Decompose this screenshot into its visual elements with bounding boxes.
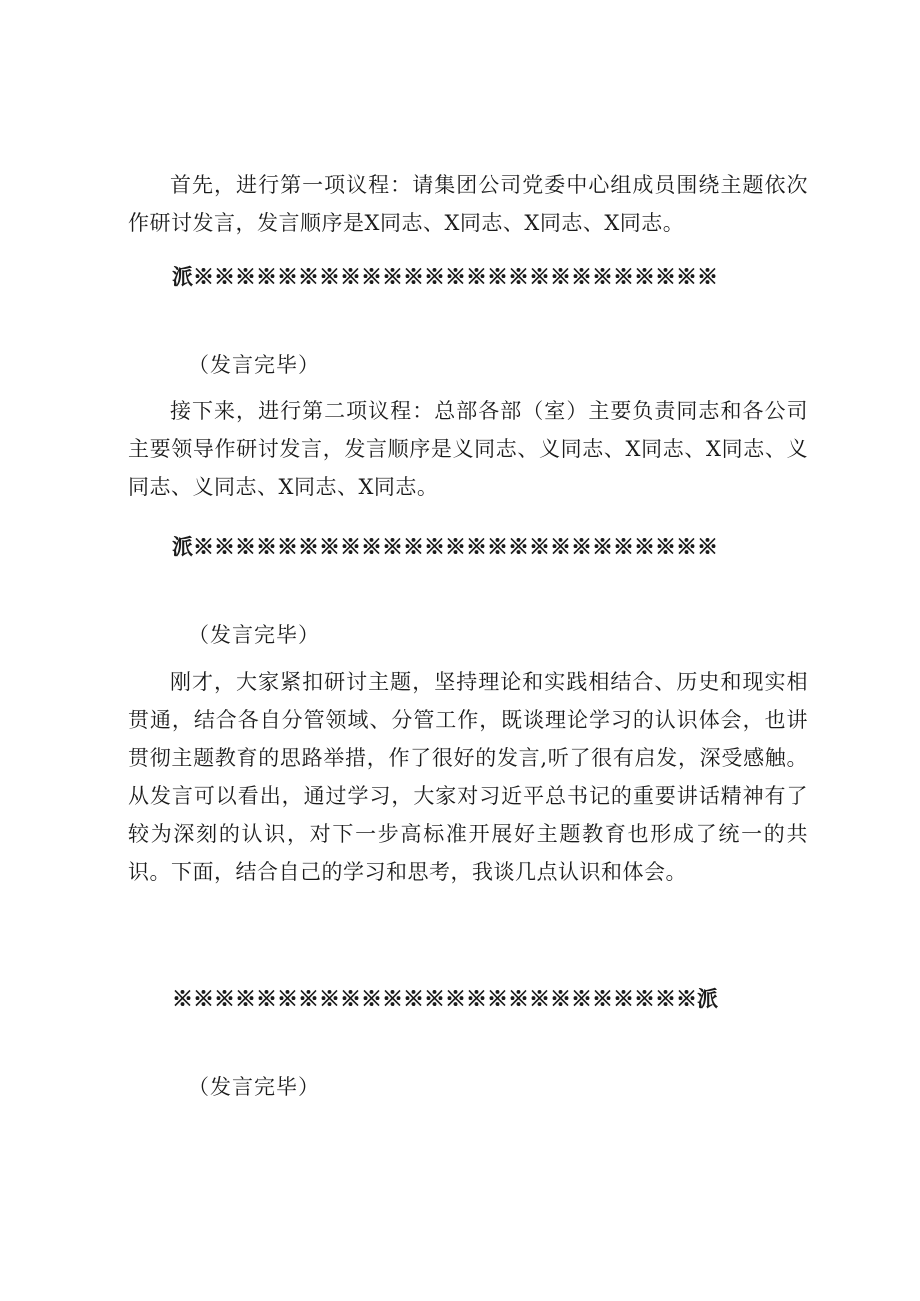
agenda-item-1: [128, 166, 808, 242]
speech-finished-note-2: （发言完毕）: [188, 623, 320, 647]
summary-remarks: [128, 663, 808, 891]
agenda-item-2-text: 接下来，进行第二项议程：总部各部（室）主要负责同志和各公司主要领导作研讨发言，发言顺序是义同志、义同志、X同志、X同志、义同志、义同志、X同志、X同志。: [128, 399, 808, 499]
speech-divider-2: 派※※※※※※※※※※※※※※※※※※※※※※※※※: [172, 534, 718, 559]
summary-remarks-text: 刚才，大家紧扣研讨主题，坚持理论和实践相结合、历史和现实相贯通，结合各自分管领域、分管工作，既谈理论学习的认识体会，也讲贯彻主题教育的思路举措，作了很好的发言,听了很有启发，深受感触。从发言可以看出，通过学习，大家对习近平总书记的重要讲话精神有了较为深刻的认识，对下一步高标准开展好主题教育也形成了统一的共识。下面，结合自己的学习和思考，我谈几点认识和体会。: [128, 670, 808, 884]
speech-divider-1: 派※※※※※※※※※※※※※※※※※※※※※※※※※: [172, 264, 718, 289]
agenda-item-1-text: 首先，进行第一项议程：请集团公司党委中心组成员围绕主题依次作研讨发言，发言顺序是X同志、X同志、X同志、X同志。: [128, 173, 808, 235]
speech-finished-note-1: （发言完毕）: [188, 353, 320, 377]
speech-finished-note-3: （发言完毕）: [188, 1075, 320, 1099]
agenda-item-2: [128, 392, 808, 506]
speech-divider-3: ※※※※※※※※※※※※※※※※※※※※※※※※※派: [172, 986, 718, 1011]
